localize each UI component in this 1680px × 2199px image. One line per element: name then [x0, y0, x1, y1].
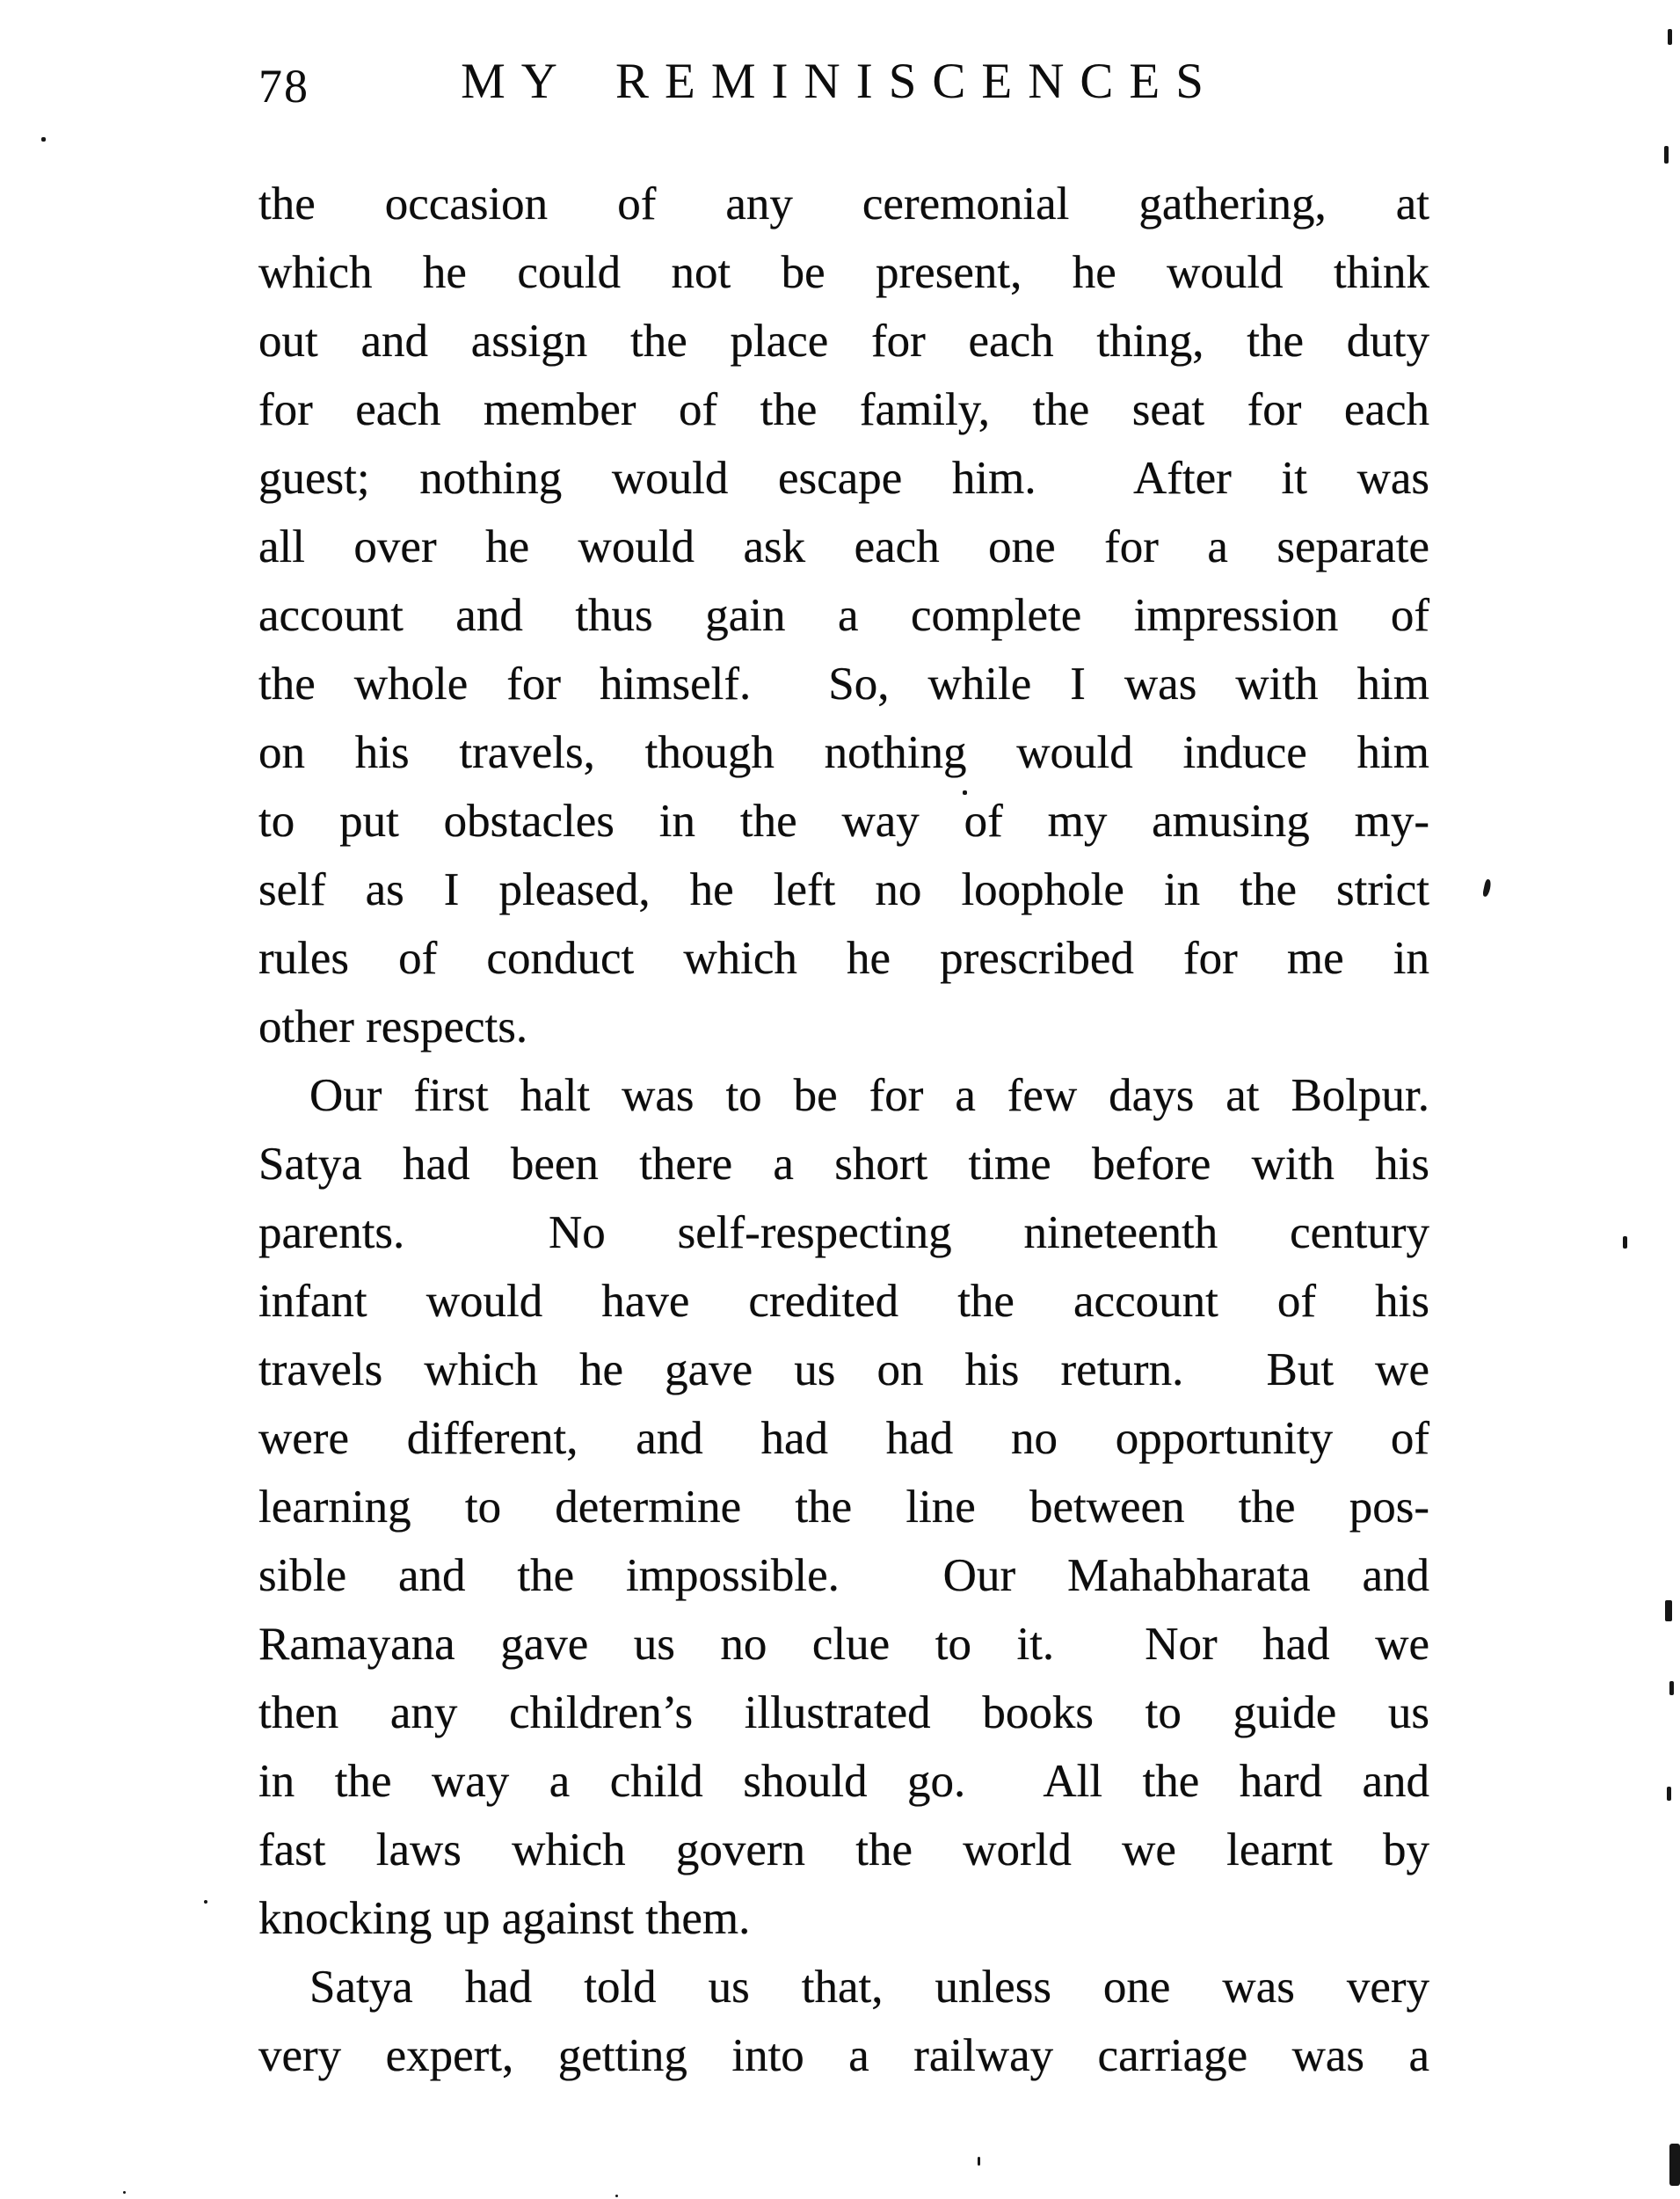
- text-line: out and assign the place for each thing, the duty: [258, 316, 1429, 367]
- page-body: [258, 170, 1429, 2090]
- text-line: other respects.: [258, 1001, 528, 1052]
- text-line: infant would have credited the account of his: [258, 1276, 1429, 1327]
- running-title: MY REMINISCENCES: [461, 54, 1219, 109]
- paragraph: [258, 1953, 1429, 2090]
- scan-speck: [123, 2191, 126, 2194]
- scan-speck: [978, 2157, 980, 2166]
- text-line: fast laws which govern the world we learnt by: [258, 1824, 1429, 1875]
- text-line: travels which he gave us on his return. But we: [258, 1344, 1429, 1395]
- scan-speck: [204, 1900, 207, 1904]
- text-line: knocking up against them.: [258, 1893, 751, 1944]
- text-line: then any children’s illustrated books to guide us: [258, 1687, 1429, 1738]
- page-number: 78: [258, 60, 309, 113]
- text-line: parents. No self-respecting nineteenth century: [258, 1207, 1429, 1258]
- text-line: all over he would ask each one for a separate: [258, 521, 1429, 572]
- text-line: the occasion of any ceremonial gathering, at: [258, 178, 1429, 229]
- scan-speck: [1664, 146, 1669, 164]
- scan-speck: [1623, 1236, 1627, 1249]
- text-line: sible and the impossible. Our Mahabharata and: [258, 1550, 1429, 1601]
- paragraph: [258, 1061, 1429, 1953]
- scan-speck: [1669, 1681, 1674, 1695]
- text-line: account and thus gain a complete impression of: [258, 590, 1429, 641]
- scan-speck: [963, 790, 967, 795]
- scan-speck: [1482, 878, 1492, 897]
- scan-speck: [1665, 1600, 1672, 1621]
- scan-speck: [1668, 29, 1672, 45]
- text-line: which he could not be present, he would think: [258, 247, 1429, 298]
- scan-speck: [615, 2195, 618, 2197]
- text-line: learning to determine the line between the pos-: [258, 1482, 1429, 1533]
- text-line: guest; nothing would escape him. After it was: [258, 453, 1429, 504]
- text-line: the whole for himself. So, while I was with him: [258, 659, 1429, 710]
- text-line: self as I pleased, he left no loophole in the strict: [258, 864, 1429, 915]
- scan-speck: [1669, 2144, 1680, 2186]
- text-line: Satya had told us that, unless one was very: [309, 1962, 1429, 2013]
- text-line: were different, and had had no opportunity of: [258, 1413, 1429, 1464]
- text-line: Ramayana gave us no clue to it. Nor had we: [258, 1619, 1429, 1670]
- text-line: for each member of the family, the seat for each: [258, 384, 1429, 435]
- text-line: Our first halt was to be for a few days at Bolpur.: [309, 1070, 1429, 1121]
- paragraph: [258, 170, 1429, 1061]
- scan-speck: [41, 137, 46, 142]
- text-line: very expert, getting into a railway carriage was a: [258, 2030, 1429, 2081]
- text-line: in the way a child should go. All the hard and: [258, 1756, 1429, 1807]
- text-line: to put obstacles in the way of my amusing my-: [258, 796, 1429, 847]
- running-header: [0, 53, 1680, 114]
- text-line: Satya had been there a short time before with his: [258, 1139, 1429, 1190]
- text-line: on his travels, though nothing would induce him: [258, 727, 1429, 778]
- scan-speck: [1667, 1787, 1671, 1801]
- text-line: rules of conduct which he prescribed for me in: [258, 933, 1429, 984]
